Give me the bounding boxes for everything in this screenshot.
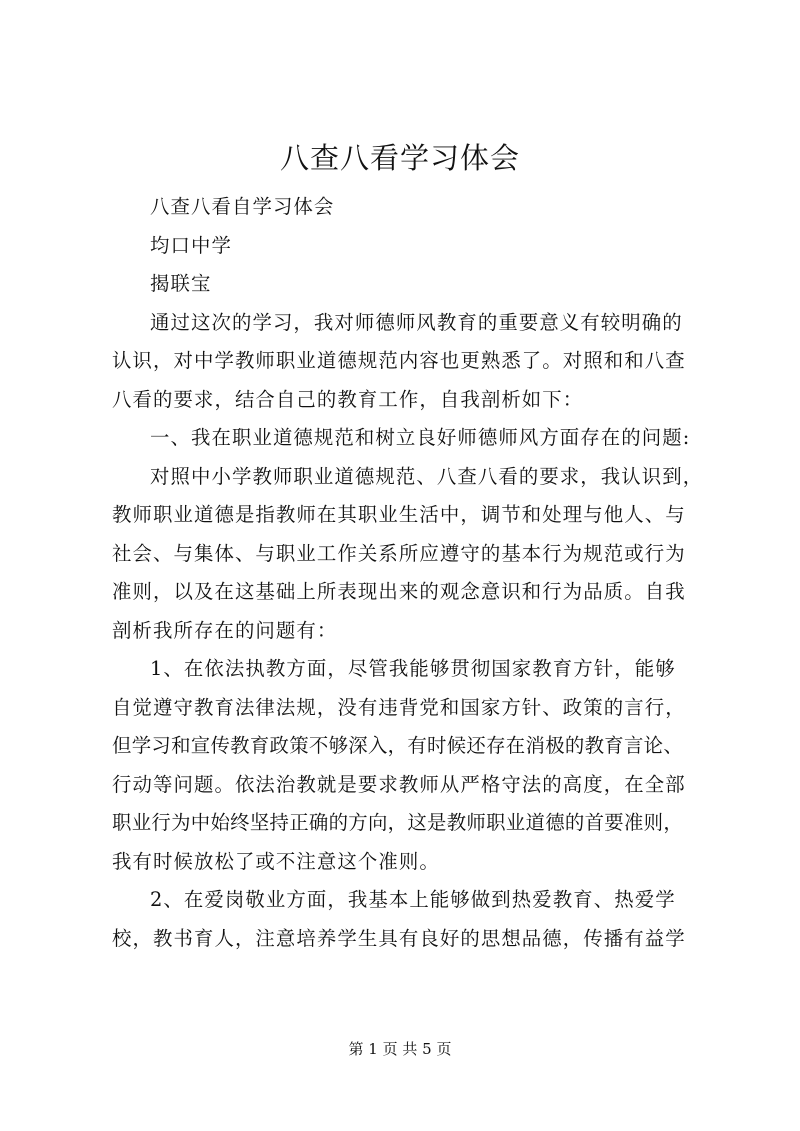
paragraph-line: 但学习和宣传教育政策不够深入，有时候还存在消极的教育言论、 xyxy=(112,734,684,757)
paragraph-line: 我有时候放松了或不注意这个准则。 xyxy=(112,849,440,873)
school-line: 均口中学 xyxy=(150,233,232,257)
page-footer: 第 1 页 共 5 页 xyxy=(348,1040,452,1058)
document-title: 八查八看学习体会 xyxy=(279,141,520,175)
paragraph-line: 通过这次的学习，我对师德师风教育的重要意义有较明确的 xyxy=(150,310,683,334)
document-body xyxy=(112,188,702,958)
paragraph-line: 职业行为中始终坚持正确的方向，这是教师职业道德的首要准则， xyxy=(112,811,684,834)
paragraph-line: 教师职业道德是指教师在其职业生活中，调节和处理与他人、与 xyxy=(112,503,686,526)
paragraph-line: 对照中小学教师职业道德规范、八查八看的要求，我认识到， xyxy=(150,464,704,488)
paragraph-line: 准则，以及在这基础上所表现出来的观念意识和行为品质。自我 xyxy=(112,580,686,603)
paragraph-line: 认识，对中学教师职业道德规范内容也更熟悉了。对照和和八查 xyxy=(112,349,686,372)
paragraph-line: 社会、与集体、与职业工作关系所应遵守的基本行为规范或行为 xyxy=(112,541,686,565)
section-heading: 一、我在职业道德规范和树立良好师德师风方面存在的问题: xyxy=(150,426,691,449)
paragraph-line: 自觉遵守教育法律法规，没有违背党和国家方针、政策的言行， xyxy=(112,695,686,719)
paragraph-line: 行动等问题。依法治教就是要求教师从严格守法的高度，在全部 xyxy=(112,772,686,796)
paragraph-line: 剖析我所存在的问题有： xyxy=(112,618,338,642)
paragraph-line: 1、在依法执教方面，尽管我能够贯彻国家教育方针，能够 xyxy=(150,657,676,680)
author-line: 揭联宝 xyxy=(150,272,212,295)
paragraph-line: 校，教书育人，注意培养学生具有良好的思想品德，传播有益学 xyxy=(112,926,686,950)
paragraph-line: 2、在爱岗敬业方面，我基本上能够做到热爱教育、热爱学 xyxy=(150,888,676,911)
subtitle-line: 八查八看自学习体会 xyxy=(150,195,335,218)
paragraph-line: 八看的要求，结合自己的教育工作，自我剖析如下： xyxy=(112,387,584,411)
